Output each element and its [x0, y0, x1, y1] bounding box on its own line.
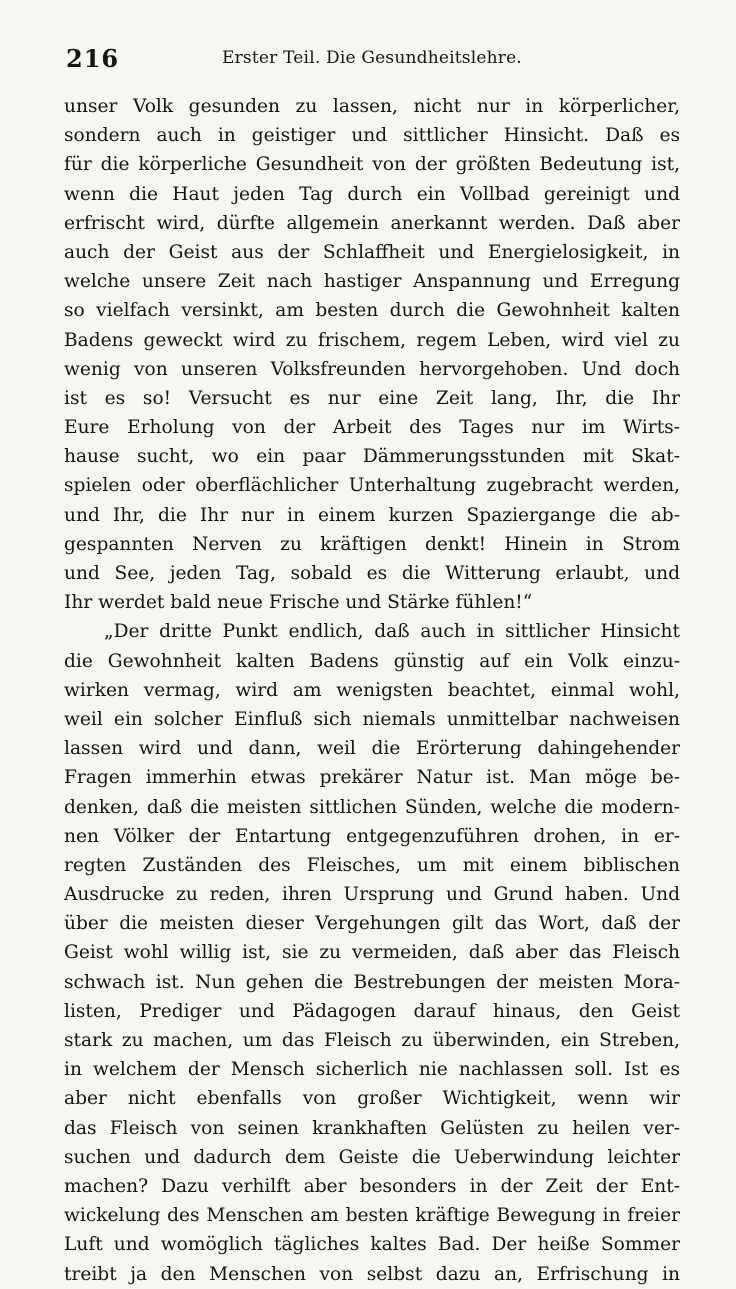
text-line: Luft und womöglich tägliches kaltes Bad. Der heiße Sommer — [64, 1234, 680, 1256]
text-line: listen, Prediger und Pädagogen darauf hinaus, den Geist — [64, 1000, 680, 1022]
text-line: sondern auch in geistiger und sittlicher Hinsicht. Daß es — [64, 125, 680, 147]
text-line: in welchem der Mensch sicherlich nie nachlassen soll. Ist es — [64, 1059, 680, 1081]
page-number: 216 — [66, 44, 120, 73]
body-text — [64, 92, 680, 1289]
text-line: Geist wohl willig ist, sie zu vermeiden, daß aber das Fleisch — [64, 942, 680, 964]
text-line: nen Völker der Entartung entgegenzuführen drohen, in er- — [64, 825, 680, 847]
page-header — [66, 44, 678, 76]
text-line: ist es so! Versucht es nur eine Zeit lang, Ihr, die Ihr — [64, 387, 680, 409]
text-line: erfrischt wird, dürfte allgemein anerkannt werden. Daß aber — [64, 212, 680, 234]
text-line: Fragen immerhin etwas prekärer Natur ist. Man möge be- — [64, 767, 680, 789]
text-line: treibt ja den Menschen von selbst dazu an, Erfrischung in — [64, 1263, 680, 1285]
text-line: lassen wird und dann, weil die Erörterung dahingehender — [64, 738, 680, 760]
text-line: gespannten Nerven zu kräftigen denkt! Hinein in Strom — [64, 533, 680, 555]
text-line: schwach ist. Nun gehen die Bestrebungen der meisten Mora- — [64, 971, 680, 993]
text-line: denken, daß die meisten sittlichen Sünden, welche die modern- — [64, 796, 680, 818]
text-line: welche unsere Zeit nach hastiger Anspannung und Erregung — [64, 271, 680, 293]
text-line: wickelung des Menschen am besten kräftige Bewegung in freier — [64, 1205, 680, 1227]
text-line: die Gewohnheit kalten Badens günstig auf ein Volk einzu- — [64, 650, 680, 672]
text-line: so vielfach versinkt, am besten durch die Gewohnheit kalten — [64, 300, 680, 322]
text-line: und Ihr, die Ihr nur in einem kurzen Spaziergange die ab- — [64, 504, 680, 526]
text-line: aber nicht ebenfalls von großer Wichtigkeit, wenn wir — [64, 1088, 680, 1110]
text-line: auch der Geist aus der Schlaffheit und Energielosigkeit, in — [64, 241, 680, 263]
running-title: Erster Teil. Die Gesundheitslehre. — [222, 48, 522, 68]
text-line: über die meisten dieser Vergehungen gilt das Wort, daß der — [64, 913, 680, 935]
text-line: regten Zuständen des Fleisches, um mit einem biblischen — [64, 854, 680, 876]
text-line: unser Volk gesunden zu lassen, nicht nur in körperlicher, — [64, 96, 680, 117]
text-line: spielen oder oberflächlicher Unterhaltung zugebracht werden, — [64, 475, 680, 497]
text-line: das Fleisch von seinen krankhaften Gelüsten zu heilen ver- — [64, 1117, 680, 1139]
text-line: hause sucht, wo ein paar Dämmerungsstunden mit Skat- — [64, 446, 680, 468]
text-line: und See, jeden Tag, sobald es die Witterung erlaubt, und — [64, 563, 680, 584]
text-line: machen? Dazu verhilft aber besonders in der Zeit der Ent- — [64, 1175, 680, 1197]
text-line: Eure Erholung von der Arbeit des Tages nur im Wirts- — [64, 417, 680, 439]
text-line: Ausdrucke zu reden, ihren Ursprung und Grund haben. Und — [64, 884, 680, 906]
text-line: Ihr werdet bald neue Frische und Stärke fühlen!“ — [64, 592, 533, 614]
text-line: wenn die Haut jeden Tag durch ein Vollbad gereinigt und — [64, 183, 680, 205]
text-line: wenig von unseren Volksfreunden hervorgehoben. Und doch — [64, 358, 680, 380]
text-line: für die körperliche Gesundheit von der größten Bedeutung ist, — [64, 154, 680, 176]
text-line: stark zu machen, um das Fleisch zu überwinden, ein Streben, — [64, 1030, 680, 1051]
text-line: Badens geweckt wird zu frischem, regem Leben, wird viel zu — [64, 329, 680, 351]
text-line: weil ein solcher Einfluß sich niemals unmittelbar nachweisen — [64, 708, 680, 730]
text-line: wirken vermag, wird am wenigsten beachtet, einmal wohl, — [64, 679, 680, 701]
text-line: suchen und dadurch dem Geiste die Ueberwindung leichter — [64, 1146, 680, 1168]
paragraph-start-line: „Der dritte Punkt endlich, daß auch in sittlicher Hinsicht — [104, 621, 680, 643]
